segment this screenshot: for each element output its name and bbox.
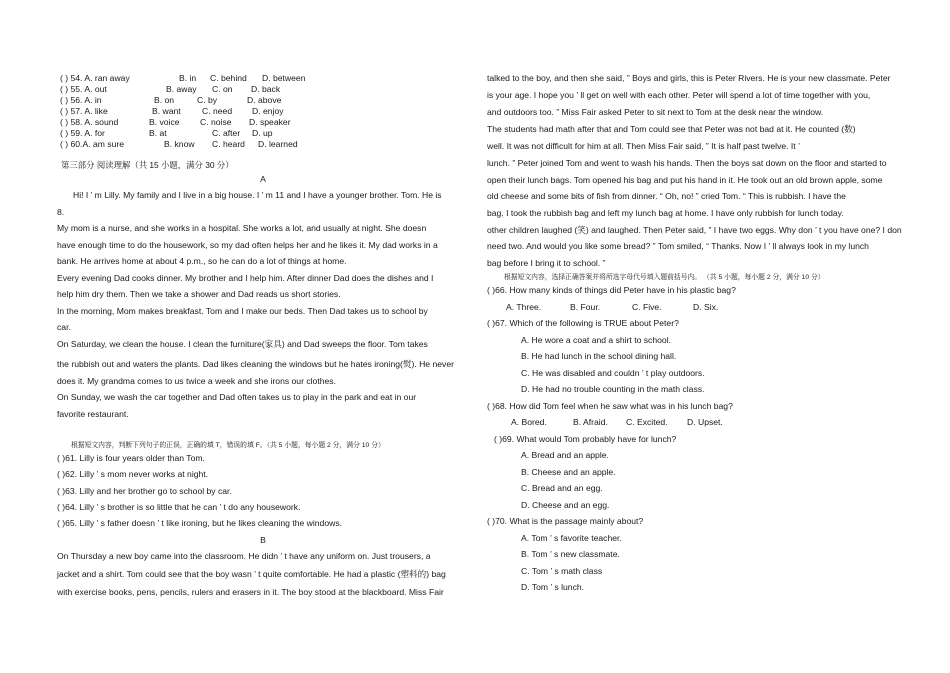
mc-option: C. Five. <box>632 302 662 312</box>
tf-question: ( )63. Lilly and her brother go to school by car. <box>57 486 232 496</box>
mc-option: D. Upset. <box>687 417 723 427</box>
mc-option: B. Cheese and an apple. <box>521 467 616 477</box>
mc-option: B. Afraid. <box>573 417 608 427</box>
passage-line: On Saturday, we clean the house. I clean the furniture(家具) and Dad sweeps the floor. Tom takes <box>57 339 428 349</box>
mc-option: D. Tom ’ s lunch. <box>521 582 585 592</box>
tf-question: ( )62. Lilly ’ s mom never works at night. <box>57 469 209 479</box>
mc-option: D. Cheese and an egg. <box>521 500 610 510</box>
passage-line: with exercise books, pens, pencils, rulers and erasers in it. The boy stood at the blackboard. Miss Fair <box>57 587 444 597</box>
passage-line: lunch. ” Peter joined Tom and went to wash his hands. Then the boys sat down on the floor and started to <box>487 158 887 168</box>
passage-line: favorite restaurant. <box>57 409 129 419</box>
tf-question: ( )61. Lilly is four years older than Tom. <box>57 453 205 463</box>
tf-question: ( )65. Lilly ’ s father doesn ’ t like ironing, but he likes cleaning the windows. <box>57 518 343 528</box>
passage-line: bag. I took the rubbish bag and left my lunch bag at home. I have only rubbish for lunch today. <box>487 208 844 218</box>
mc-option: A. Bored. <box>511 417 547 427</box>
passage-line: In the morning, Mom makes breakfast. Tom and I make our beds. Then Dad takes us to school by <box>57 306 428 316</box>
mc-option: A. Three. <box>506 302 542 312</box>
mc-option: A. Tom ’ s favorite teacher. <box>521 533 622 543</box>
mc-option: A. Bread and an apple. <box>521 450 609 460</box>
mc-question-stem: ( )70. What is the passage mainly about? <box>487 516 644 526</box>
passage-line: bank. He arrives home at about 4 p.m., so he can do a lot of things at home. <box>57 256 347 266</box>
mc-question-stem: ( )69. What would Tom probably have for lunch? <box>494 434 677 444</box>
passage-line: need two. And would you like some bread? ” Tom smiled, “ Thanks. Now I ’ ll always look in my lunch <box>487 241 869 251</box>
passage-b-label: B <box>260 535 266 545</box>
passage-line: bag before I bring it to school. ” <box>487 258 606 268</box>
passage-line: My mom is a nurse, and she works in a hospital. She works a lot, and usually at night. She doesn <box>57 223 427 233</box>
passage-line: talked to the boy, and then she said, ” Boys and girls, this is Peter Rivers. He is your new classmate. Peter <box>487 73 891 83</box>
passage-line: old cheese and some bits of fish from dinner. “ Oh, no! ” cried Tom. “ This is rubbish. I have the <box>487 191 846 201</box>
mc-question-stem: ( )68. How did Tom feel when he saw what was in his lunch bag? <box>487 401 733 411</box>
passage-line: open their lunch bags. Tom opened his bag and put his hand in it. He took out an old brown apple, some <box>487 175 883 185</box>
mc-option: A. He wore a coat and a shirt to school. <box>521 335 671 345</box>
mc-option: C. Tom ’ s math class <box>521 566 603 576</box>
passage-line: On Sunday, we wash the car together and Dad often takes us to play in the park and eat in our <box>57 392 417 402</box>
passage-line: is your age. I hope you ’ ll get on well with each other. Peter will spend a lot of time together with you, <box>487 90 871 100</box>
tf-instruction: 根据短文内容，判断下列句子的正误，正确的填 T，错误的填 F。（共 5 小题，每小题 2 分，满分 10 分） <box>71 442 385 449</box>
passage-line: car. <box>57 322 71 332</box>
mc-option: C. Excited. <box>626 417 668 427</box>
passage-line: 8. <box>57 207 65 217</box>
mc-instruction: 根据短文内容，选择正确答案并将所选字母代号填入题前括号内。 （共 5 小题，每小题 2 分，满分 10 分） <box>504 274 825 281</box>
passage-line: the rubbish out and waters the plants. Dad likes cleaning the windows but he hates ironing(熨). He never <box>57 359 454 369</box>
passage-line: other children laughed (笑) and laughed. Then Peter said, ” I have two eggs. Why don ’ t you have one? I don <box>487 225 902 235</box>
tf-question: ( )64. Lilly ’ s brother is so little that he can ’ t do any housework. <box>57 502 301 512</box>
mc-option: D. He had no trouble counting in the math class. <box>521 384 705 394</box>
passage-line: have enough time to do the housework, so my dad often helps her and he likes it. My dad works in a <box>57 240 438 250</box>
mc-option: B. Tom ’ s new classmate. <box>521 549 620 559</box>
passage-line: jacket and a shirt. Tom could see that the boy wasn ’ t quite comfortable. He had a plastic (塑料的) bag <box>57 569 446 579</box>
passage-line: On Thursday a new boy came into the classroom. He didn ’ t have any uniform on. Just trousers, a <box>57 551 431 561</box>
mc-option: C. He was disabled and couldn ’ t play outdoors. <box>521 368 705 378</box>
passage-line: does it. My grandma comes to us twice a week and she irons our clothes. <box>57 376 336 386</box>
mc-option: B. Four. <box>570 302 601 312</box>
mc-question-stem: ( )67. Which of the following is TRUE about Peter? <box>487 318 679 328</box>
passage-line: well. It was not difficult for him at all. Then Miss Fair said, ” It is half past twelve. It ’ <box>487 141 800 151</box>
passage-line: Every evening Dad cooks dinner. My brother and I help him. After dinner Dad does the dishes and I <box>57 273 434 283</box>
passage-a-label: A <box>260 174 266 184</box>
passage-line: The students had math after that and Tom could see that Peter was not bad at it. He counted (数) <box>487 124 856 134</box>
mc-option: D. Six. <box>693 302 719 312</box>
passage-line: and outdoors too. ” Miss Fair asked Peter to sit next to Tom at the desk near the window. <box>487 107 824 117</box>
mc-option: C. Bread and an egg. <box>521 483 603 493</box>
mc-question-stem: ( )66. How many kinds of things did Peter have in his plastic bag? <box>487 285 736 295</box>
passage-line: Hi! I ’ m Lilly. My family and I live in a big house. I ’ m 11 and I have a younger brother. Tom. He is <box>73 190 442 200</box>
mc-option: B. He had lunch in the school dining hall. <box>521 351 677 361</box>
passage-line: help him dry them. Then we take a shower and Dad reads us short stories. <box>57 289 341 299</box>
section3-title: 第三部分 阅读理解（共 15 小题，满分 30 分） <box>61 160 234 170</box>
